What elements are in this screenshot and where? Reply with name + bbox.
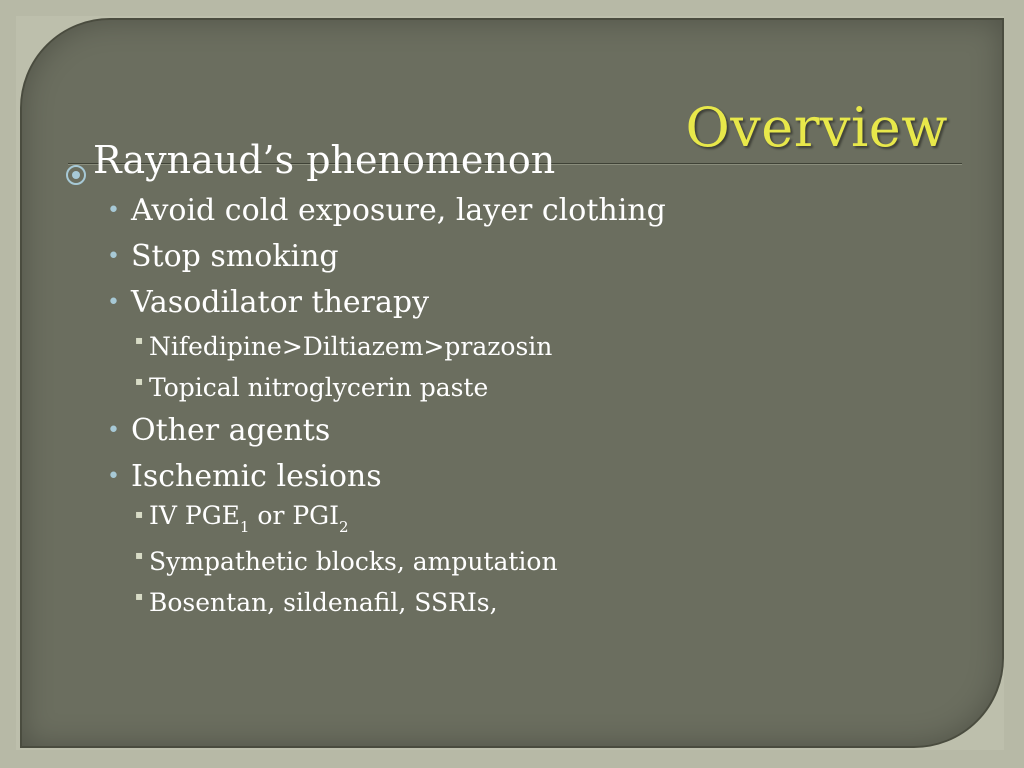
bullet-level2 xyxy=(107,408,963,454)
bullet-text: Sympathetic blocks, amputation xyxy=(149,547,558,576)
bullet-dot-icon: • xyxy=(107,418,120,443)
bullet-level3 xyxy=(135,326,963,367)
bullet-text: Other agents xyxy=(131,413,331,448)
bullet-level3 xyxy=(135,500,963,541)
bullet-level1-raynauds xyxy=(63,132,963,188)
bullet-text: Bosentan, sildenafil, SSRIs, xyxy=(149,588,498,617)
bullet-text xyxy=(149,495,349,546)
bullet-text: Avoid cold exposure, layer clothing xyxy=(131,193,666,228)
bullet-text: Nifedipine>Diltiazem>prazosin xyxy=(149,332,553,361)
bullet-dot-icon: • xyxy=(107,290,120,315)
bullet-level3 xyxy=(135,367,963,408)
subscript: 1 xyxy=(239,518,250,536)
bullet-level3 xyxy=(135,582,963,623)
small-square-bullet-icon: ▪ xyxy=(135,589,144,603)
bullet-level2 xyxy=(107,454,963,500)
bullet-text: Ischemic lesions xyxy=(131,459,382,494)
small-square-bullet-icon: ▪ xyxy=(135,507,144,521)
bullet-dot-icon: • xyxy=(107,198,120,223)
text-part: or PGI xyxy=(249,501,340,530)
bullet-text: Raynaud’s phenomenon xyxy=(93,138,556,182)
bullet-level2 xyxy=(107,234,963,280)
bullet-level3 xyxy=(135,541,963,582)
small-square-bullet-icon: ▪ xyxy=(135,333,144,347)
small-square-bullet-icon: ▪ xyxy=(135,548,144,562)
bullet-text: Stop smoking xyxy=(131,239,339,274)
bullet-level2 xyxy=(107,280,963,326)
subscript: 2 xyxy=(339,518,349,536)
slide-title: Overview xyxy=(685,96,948,159)
text-part: IV PGE xyxy=(149,501,240,530)
bullet-dot-icon: • xyxy=(107,244,120,269)
small-square-bullet-icon: ▪ xyxy=(135,374,144,388)
slide-content xyxy=(63,132,963,623)
circled-dot-icon xyxy=(63,147,89,173)
bullet-text: Vasodilator therapy xyxy=(131,285,430,320)
bullet-dot-icon: • xyxy=(107,464,120,489)
bullet-text: Topical nitroglycerin paste xyxy=(149,373,489,402)
bullet-level2 xyxy=(107,188,963,234)
